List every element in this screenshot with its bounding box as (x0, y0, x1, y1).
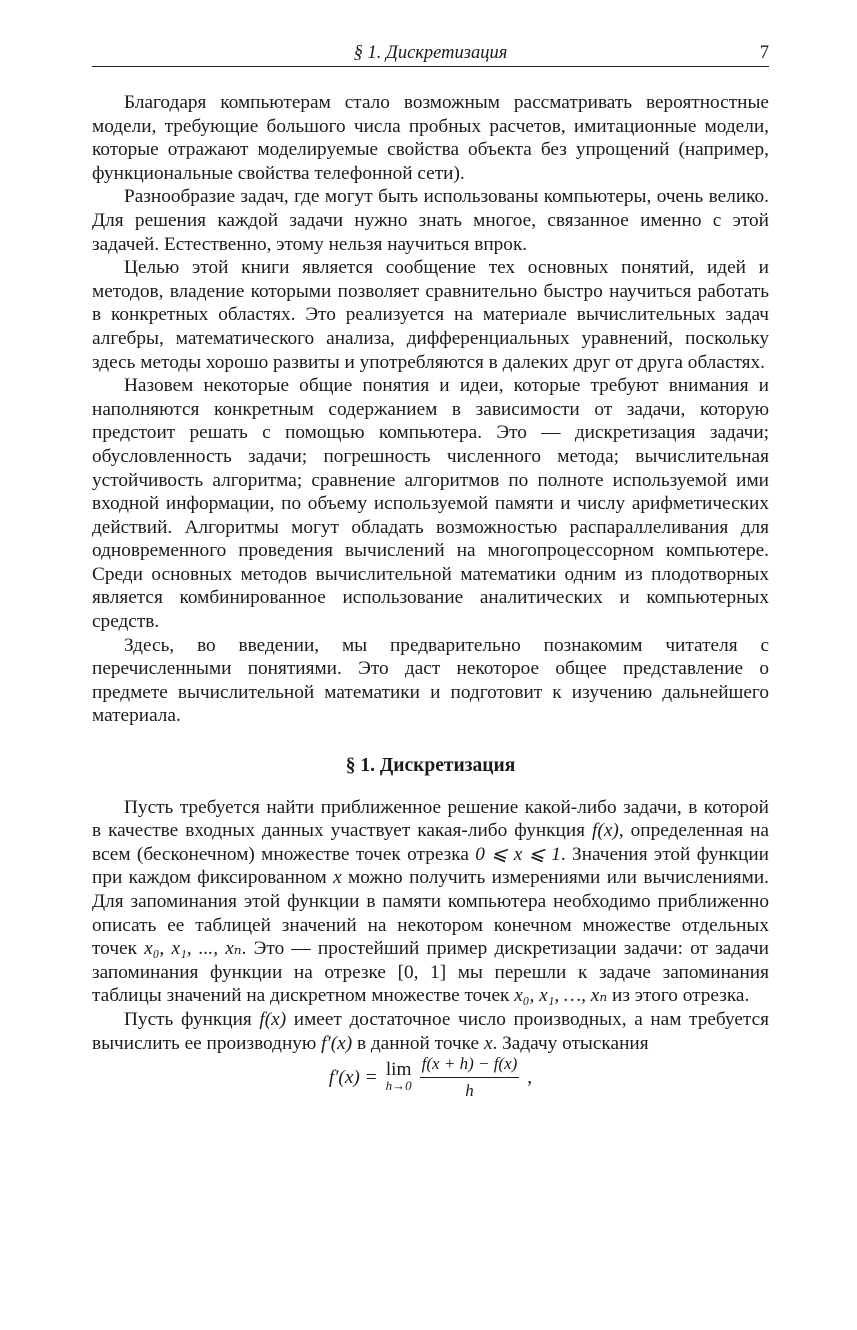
math: f(x) (259, 1008, 287, 1030)
math: x₀, x₁, ..., xₙ (144, 938, 242, 960)
math: [0, 1] (397, 961, 447, 983)
running-head-title: § 1. Дискретизация (353, 43, 508, 63)
paragraph (92, 1008, 769, 1055)
text: мы перешли к задаче запоминания таблицы значений на дискретном множестве точек (92, 961, 769, 1007)
fraction-denominator: h (465, 1081, 474, 1101)
math: f(x) (592, 820, 619, 842)
math: x₀, x₁, …, xₙ (514, 985, 608, 1007)
paragraph: Целью этой книги является сообщение тех основных понятий, идей и методов, владение которыми позволяет сравнительно быстро научиться работать в конкретных областях. Это реализуется на материале вычислительных задач алгебры, математического анализа, дифференциальных уравнений, поскольку здесь методы хорошо развиты и употребляются в далеких друг от друга областях. (92, 257, 769, 373)
limit-label: lim (385, 1058, 412, 1080)
math: 0 ⩽ x ⩽ 1 (475, 843, 561, 865)
text: из этого отрезка. (607, 985, 750, 1007)
section-heading: § 1. Дискретизация (345, 755, 516, 777)
body-text (92, 91, 769, 1102)
text: . Значения этой функции при каждом фиксированном (92, 843, 769, 889)
paragraph: Благодаря компьютерам стало возможным рассматривать вероятностные модели, требующие большого числа пробных расчетов, имитационные модели, которые отражают моделируемые свойства объекта без упрощений (например, функциональные свойства телефонной сети). (92, 92, 769, 184)
fraction-numerator: f(x + h) − f(x) (420, 1053, 520, 1078)
book-page (92, 40, 769, 1102)
text: , определенная на всем (бесконечном) множестве точек отрезка (92, 820, 769, 865)
formula-trail: , (527, 1066, 533, 1088)
text: . Задачу отыскания (492, 1032, 649, 1054)
text: в данной точке (352, 1032, 484, 1054)
paragraph (92, 796, 769, 1008)
math: x (483, 1032, 493, 1054)
paragraph: Назовем некоторые общие понятия и идеи, которые требуют внимания и наполняются конкретным содержанием в зависимости от задачи, которую предстоит решать с помощью компьютера. Это — дискретизация задачи; обусловленность задачи; погрешность численного метода; вычислительная устойчивость алгоритма; сравнение алгоритмов по полноте используемой ими входной информации, по объему используемой памяти и числу арифметических действий. Алгоритмы могут обладать возможностью распараллеливания для одновременного проведения вычислений на многопроцессорном компьютере. Среди основных методов вычислительной математики одним из плодотворных является комбинированное использование аналитических и компьютерных средств. (92, 375, 769, 633)
math: f′(x) (321, 1032, 353, 1054)
fraction (420, 1053, 520, 1102)
text: . Это — простейший пример дискретизации задачи: от задачи запоминания функции на отрезке (92, 938, 769, 983)
page-number: 7 (759, 43, 769, 63)
limit (385, 1058, 412, 1094)
running-head (92, 40, 769, 67)
math: x (333, 867, 342, 889)
limit-subscript: h→0 (385, 1077, 412, 1093)
paragraph: Здесь, во введении, мы предварительно познакомим читателя с перечисленными понятиями. Это даст некоторое общее представление о предмете вычислительной математики и подготовит к изучению дальнейшего материала. (92, 634, 769, 727)
derivative-formula (92, 1053, 769, 1102)
text: Пусть функция (124, 1008, 260, 1030)
text: Пусть требуется найти приближенное решение какой-либо задачи, в которой в качестве входных данных участвует какая-либо функция (92, 796, 769, 842)
text: имеет достаточное число производных, а нам требуется вычислить ее производную (92, 1008, 770, 1054)
text: можно получить измерениями или вычислениями. Для запоминания этой функции в памяти компьютера необходимо приближенно описать ее таблицей значений на некотором конечном множестве отдельных точек (92, 867, 770, 960)
formula-lhs: f′(x) = (328, 1066, 378, 1088)
paragraph: Разнообразие задач, где могут быть использованы компьютеры, очень велико. Для решения каждой задачи нужно знать многое, связанное именно с этой задачей. Естественно, этому нельзя научиться впрок. (92, 186, 769, 255)
